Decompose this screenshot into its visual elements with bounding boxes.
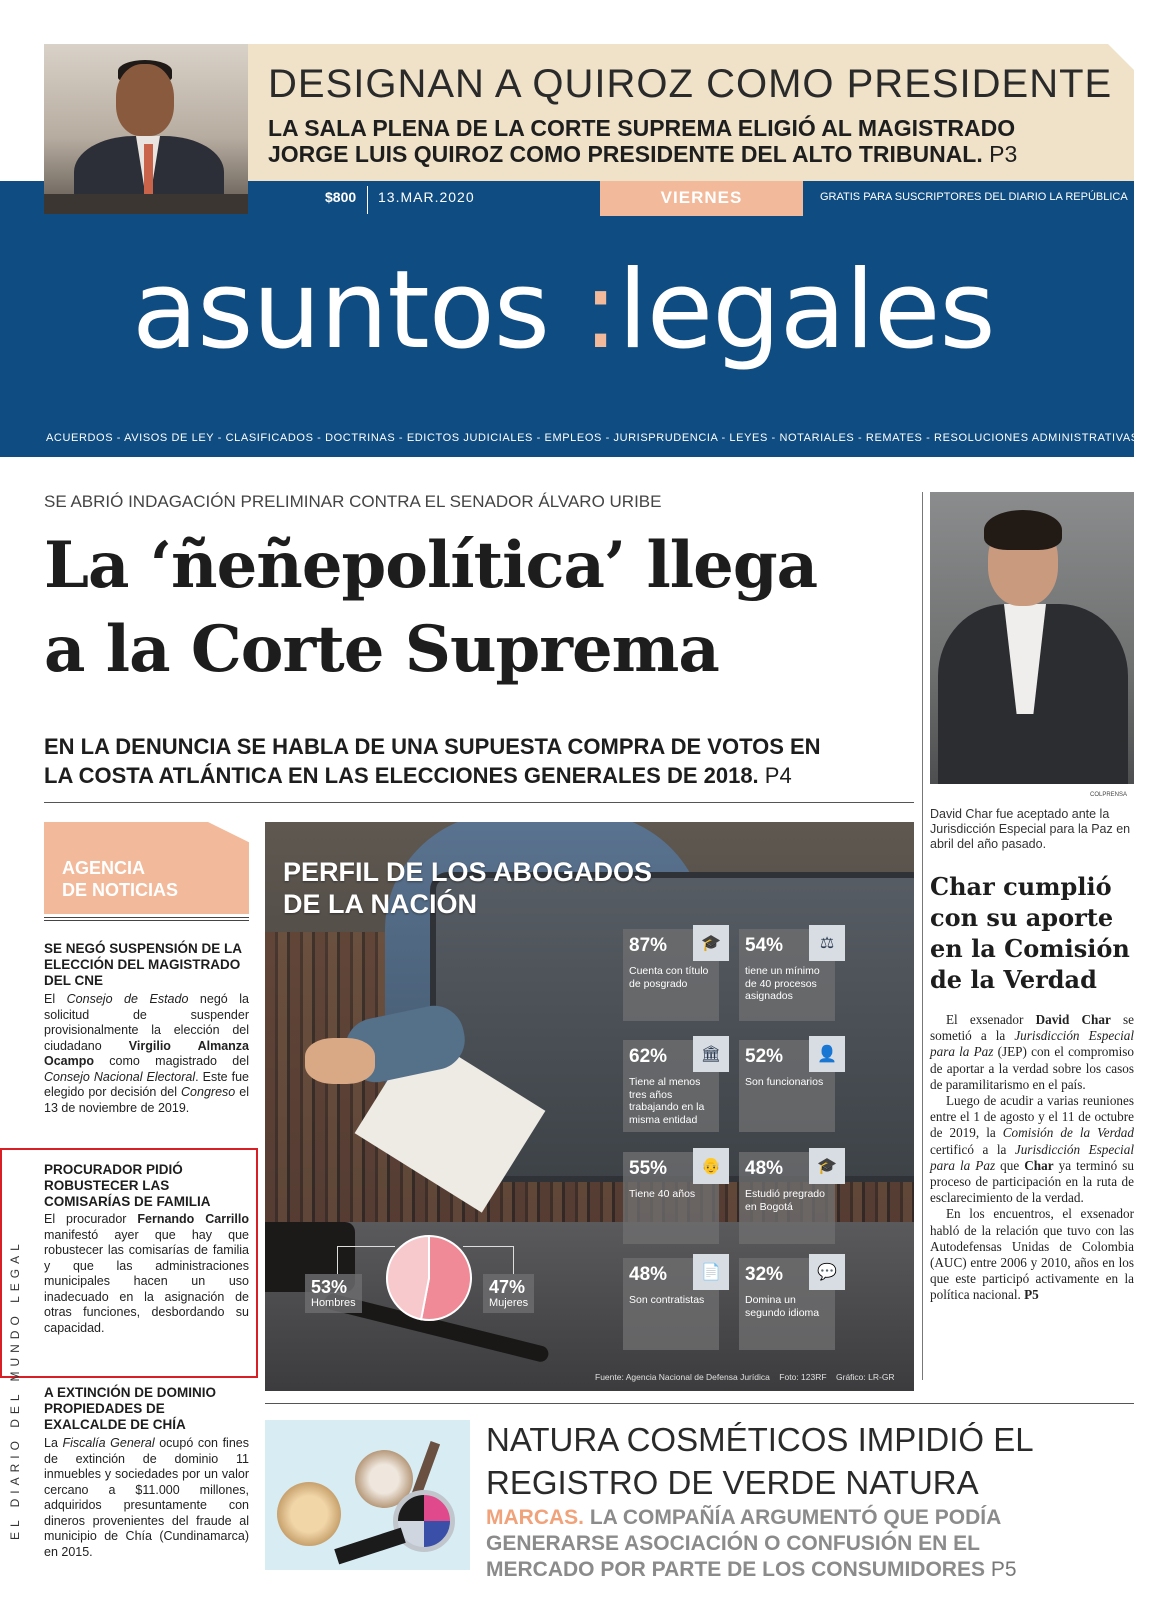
char-story-body: El exsenador David Char se sometió a la Jurisdicción Especial para la Paz (JEP) con el compromiso de aportar a la verdad sobre los casos de paramilitarismo en el país. Luego de acudir a varias reuniones entre el 1 de agosto y el 11 de octubre de 2019, la Comisión de la Verdad certificó a la Jurisdicción Especial para la Paz que Char ya terminó su proceso de participación en la ruta de esclarecimiento de la verdad. En los encuentros, el exsenador habló de la relación que tuvo con las Autodefensas Unidas de Colombia (AUC) entre 2006 y 2010, años en los que este participó activamente en la política nacional. P5 bbox=[930, 1012, 1135, 1303]
price: $800 bbox=[325, 189, 357, 205]
top-story-title[interactable]: DESIGNAN A QUIROZ COMO PRESIDENTE bbox=[268, 62, 1113, 106]
divider bbox=[44, 917, 249, 921]
logo-left: asuntos bbox=[132, 248, 550, 373]
infographic-title: PERFIL DE LOS ABOGADOS DE LA NACIÓN bbox=[283, 857, 653, 919]
pie-value-men: 53% Hombres bbox=[305, 1274, 362, 1313]
sections-nav[interactable]: ACUERDOS - AVISOS DE LEY - CLASIFICADOS - DOCTRINAS - EDICTOS JUDICIALES - EMPLEOS - JURISPRUDENCIA - LEYES - NOTARIALES - REMATES - RESOLUCIONES ADMINISTRATIVAS bbox=[46, 432, 1139, 444]
bottom-story-page-ref[interactable]: P5 bbox=[990, 1558, 1017, 1581]
gavel-icon: ⚖ bbox=[809, 925, 845, 961]
graduate-icon: 🎓 bbox=[693, 925, 729, 961]
side-label: EL DIARIO DEL MUNDO LEGAL bbox=[8, 1239, 22, 1540]
top-story-subtitle-line1: LA SALA PLENA DE LA CORTE SUPREMA ELIGIÓ AL MAGISTRADO bbox=[268, 115, 1016, 141]
divider bbox=[265, 1403, 1134, 1404]
pie-leader-line bbox=[513, 1246, 514, 1274]
brief-2-body: El procurador Fernando Carrillo manifestó ayer que hay que robustecer las comisarías de familia y que las administraciones municipales hacen un uso inadecuado en la asignación de otras funciones, desbordando su capacidad. bbox=[44, 1212, 249, 1335]
logo[interactable] bbox=[132, 248, 995, 373]
char-story-page-ref[interactable]: P5 bbox=[1024, 1287, 1039, 1303]
bottom-story-deck: MARCAS. LA COMPAÑÍA ARGUMENTÓ QUE PODÍA GENERARSE ASOCIACIÓN O CONFUSIÓN EN EL MERCADO POR PARTE DE LOS CONSUMIDORES P5 bbox=[486, 1506, 1017, 1581]
stat-card: 54% tiene un mínimo de 40 procesos asignados ⚖ bbox=[739, 929, 835, 1021]
day-label: VIERNES bbox=[600, 181, 803, 216]
older-person-icon: 👴 bbox=[693, 1148, 729, 1184]
brief-2-head[interactable]: PROCURADOR PIDIÓ ROBUSTECER LAS COMISARÍAS DE FAMILIA bbox=[44, 1162, 211, 1209]
brief-3-head[interactable]: A EXTINCIÓN DE DOMINIO PROPIEDADES DE EXALCALDE DE CHÍA bbox=[44, 1385, 217, 1432]
stat-card: 48% Son contratistas 📄 bbox=[623, 1258, 719, 1350]
main-headline-line1[interactable]: La ‘ñeñepolítica’ llega bbox=[44, 528, 818, 603]
photo-credit: COLPRENSA bbox=[1090, 792, 1128, 798]
photo-caption: David Char fue aceptado ante la Jurisdicción Especial para la Paz en abril del año pasado. bbox=[930, 807, 1131, 851]
graduate-icon: 🎓 bbox=[809, 1148, 845, 1184]
gender-pie-chart bbox=[383, 1232, 475, 1324]
stat-card: 55% Tiene 40 años 👴 bbox=[623, 1152, 719, 1244]
top-story-subtitle-line2: JORGE LUIS QUIROZ COMO PRESIDENTE DEL ALTO TRIBUNAL. P3 bbox=[268, 141, 1018, 167]
logo-colon: : bbox=[582, 248, 618, 373]
infographic bbox=[265, 822, 914, 1391]
stat-card: 62% Tiene al menos tres años trabajando en la misma entidad 🏛 bbox=[623, 1040, 719, 1132]
infographic-credits: Fuente: Agencia Nacional de Defensa Jurídica Foto: 123RF Gráfico: LR-GR bbox=[595, 1372, 895, 1382]
logo-right: legales bbox=[617, 248, 995, 373]
main-deck-line1: EN LA DENUNCIA SE HABLA DE UNA SUPUESTA COMPRA DE VOTOS EN bbox=[44, 734, 821, 759]
speech-icon: 💬 bbox=[809, 1254, 845, 1290]
document-icon: 📄 bbox=[693, 1254, 729, 1290]
divider bbox=[44, 802, 914, 803]
column-divider bbox=[922, 492, 923, 1380]
char-photo bbox=[930, 492, 1134, 784]
pie-slice-mujeres bbox=[387, 1236, 429, 1319]
bottom-story-title[interactable]: NATURA COSMÉTICOS IMPIDIÓ EL REGISTRO DE VERDE NATURA bbox=[486, 1421, 1034, 1501]
free-note: GRATIS PARA SUSCRIPTORES DEL DIARIO LA REPÚBLICA bbox=[820, 191, 1128, 203]
price-divider bbox=[367, 186, 368, 214]
cosmetics-photo bbox=[265, 1420, 470, 1570]
main-headline-line2[interactable]: a la Corte Suprema bbox=[44, 612, 719, 687]
building-icon: 🏛 bbox=[693, 1036, 729, 1072]
char-headline-line4[interactable]: de la Verdad bbox=[930, 965, 1097, 994]
pie-value-women: 47% Mujeres bbox=[483, 1274, 534, 1313]
char-headline-line3[interactable]: en la Comisión bbox=[930, 934, 1130, 963]
stat-card: 32% Domina un segundo idioma 💬 bbox=[739, 1258, 835, 1350]
brief-3-body: La Fiscalía General ocupó con fines de extinción de dominio 11 inmuebles y sociedades por un valor cercano a $11.000 millones, adquiridos presuntamente con dineros provenientes del fraude al municipio de Chía (Cundinamarca) en 2015. bbox=[44, 1436, 249, 1559]
stat-card: 52% Son funcionarios 👤 bbox=[739, 1040, 835, 1132]
char-headline-line2[interactable]: con su aporte bbox=[930, 903, 1114, 932]
highlight-box bbox=[0, 1148, 258, 1378]
person-icon: 👤 bbox=[809, 1036, 845, 1072]
section-tag: MARCAS. bbox=[486, 1506, 584, 1529]
stat-card: 48% Estudió pregrado en Bogotá 🎓 bbox=[739, 1152, 835, 1244]
main-story-kicker: SE ABRIÓ INDAGACIÓN PRELIMINAR CONTRA EL SENADOR ÁLVARO URIBE bbox=[44, 492, 662, 511]
char-headline-line1[interactable]: Char cumplió bbox=[930, 872, 1112, 901]
brief-1-body: El Consejo de Estado negó la solicitud de suspender provisionalmente la elección del ciudadano Virgilio Almanza Ocampo como magistrado del Consejo Nacional Electoral. Este fue elegido por decisión del Congreso el 13 de noviembre de 2019. bbox=[44, 992, 250, 1115]
stat-card: 87% Cuenta con título de posgrado 🎓 bbox=[623, 929, 719, 1021]
brief-1-head[interactable]: SE NEGÓ SUSPENSIÓN DE LA ELECCIÓN DEL MAGISTRADO DEL CNE bbox=[44, 941, 242, 988]
issue-date: 13.MAR.2020 bbox=[378, 189, 475, 205]
top-story-page-ref[interactable]: P3 bbox=[989, 141, 1018, 167]
pie-leader-line bbox=[337, 1246, 338, 1274]
quiroz-photo bbox=[44, 44, 248, 214]
agency-label: AGENCIA DE NOTICIAS bbox=[62, 858, 179, 900]
main-story-page-ref[interactable]: P4 bbox=[764, 763, 792, 788]
main-deck-line2: LA COSTA ATLÁNTICA EN LAS ELECCIONES GENERALES DE 2018. P4 bbox=[44, 763, 792, 788]
